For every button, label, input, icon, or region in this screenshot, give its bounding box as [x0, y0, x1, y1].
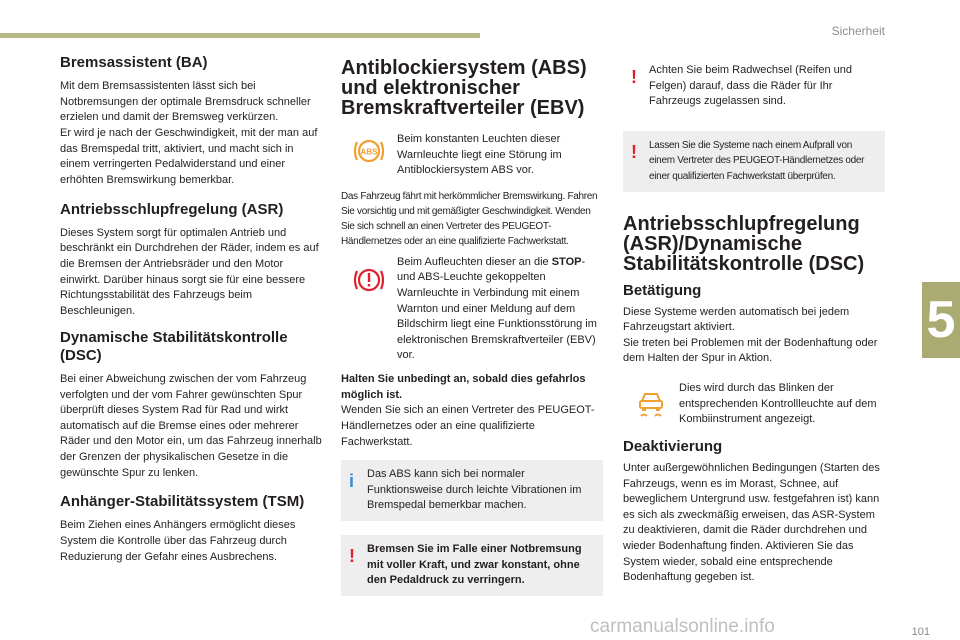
heading-abs: Antiblockiersystem (ABS) und elektronischer Bremskraftverteiler (EBV) — [341, 57, 587, 119]
dsc-indicator-row — [623, 381, 885, 428]
dsc-indicator-text: Dies wird durch das Blinken der entsprechenden Kontrollleuchte auf dem Kombiinstrument angezeigt. — [679, 382, 877, 426]
section-title: Sicherheit — [831, 24, 885, 38]
abs-detail-text: Das Fahrzeug fährt mit herkömmlicher Bremswirkung. Fahren Sie vorsichtig und mit gemäßigter Geschwindigkeit. Wenden Sie sich schnell an einen Vertreter des PEUGEOT-Händlernetzes oder an eine qualifizierte Fachwerkstatt. — [341, 190, 598, 247]
dsc-text: Bei einer Abweichung zwischen der vom Fahrzeug verfolgten und der vom Fahrer gewünschten Spur überprüft dieses System Rad für Rad und wirkt automatisch auf die Bremse eines oder mehrerer Räder und den Motor ein, um das Fahrzeug innerhalb der Grenzen der physikalischen Gesetze in die gewünschte Spur zu lenken. — [60, 372, 322, 479]
chapter-tab: 5 — [922, 282, 960, 358]
page-number: 101 — [911, 626, 930, 638]
warning-exclamation-icon: ! — [349, 545, 355, 566]
bet-text-1: Diese Systeme werden automatisch bei jedem Fahrzeugstart aktiviert. — [623, 305, 850, 334]
abs-icon-text: Beim konstanten Leuchten dieser Warnleuchte liegt eine Störung im Antiblockiersystem ABS vor. — [397, 133, 562, 177]
abs-warning-row — [341, 132, 603, 179]
halt-bold: Halten Sie unbedingt an, sobald dies gefahrlos möglich ist. — [341, 373, 586, 401]
heading-dsc: Dynamische Stabilitätskontrolle (DSC) — [60, 329, 288, 364]
heading-asr: Antriebsschlupfregelung (ASR) — [60, 200, 284, 218]
column-middle — [341, 48, 603, 604]
warning-exclamation-icon: ! — [631, 141, 637, 162]
abs-info-note: i Das ABS kann sich bei normaler Funktionsweise durch leichte Vibrationen im Bremspedal bemerkbar machen. — [341, 460, 603, 521]
halt-text: Halten Sie unbedingt an, sobald dies gefahrlos möglich ist. Wenden Sie sich an einen Vertreter des PEUGEOT-Händlernetzes oder an eine qualifizierte Fachwerkstatt. — [341, 373, 595, 448]
abs-icon-label: ABS — [360, 147, 378, 157]
asr-text: Dieses System sorgt für optimalen Antrieb und beschränkt ein Durchdrehen der Räder, indem es auf die Bremsen der Antriebsräder und den Motor einwirkt. Darüber hinaus sorgt sie für eine bessere Richtungsstabilität des Fahrzeugs beim Beschleunigen. — [60, 226, 319, 317]
bet-text-2: Sie treten bei Problemen mit der Bodenhaftung oder dem Halten der Spur in Aktion. — [623, 336, 878, 365]
heading-betaetigung: Betätigung — [623, 281, 702, 299]
heading-ba: Bremsassistent (BA) — [60, 54, 208, 71]
brake-warning-icon — [341, 255, 397, 295]
tsm-text: Beim Ziehen eines Anhängers ermöglicht dieses System die Kontrolle über das Fahrzeug durch Reduzierung der Gefahr eines Ausbrechens. — [60, 519, 296, 563]
collision-check-note: ! Lassen Sie die Systeme nach einem Aufprall von einem Vertreter des PEUGEOT-Händlernetzes oder einer qualifizierten Fachwerkstatt überprüfen. — [623, 131, 885, 192]
column-left — [60, 48, 322, 571]
ba-text-2: Er wird je nach der Geschwindigkeit, mit der man auf das Bremspedal tritt, aktiviert, und macht sich in einem verringerten Pedalwiderstand und einer erhöhten Bremswirkung bemerkbar. — [60, 127, 318, 186]
info-icon: i — [349, 471, 355, 492]
header-accent-bar — [0, 33, 480, 38]
heading-asr-dsc: Antriebsschlupfregelung (ASR)/Dynamische Stabilitätskontrolle (DSC) — [623, 212, 865, 275]
deak-text: Unter außergewöhnlichen Bedingungen (Starten des Fahrzeugs, wenn es im Morast, Schnee, auf beweglichem Untergrund usw. festgefahren ist) kann es sich als zweckmäßig erweisen, das ASR-System zu deaktivieren, damit die Räder durchdrehen und wieder Bodenhaftung finden. Aktivieren Sie das System wieder, sobald eine entsprechende Bodenhaftung gegeben ist. — [623, 461, 880, 584]
heading-deaktivierung: Deaktivierung — [623, 437, 723, 455]
stop-word: STOP — [551, 255, 582, 268]
stop-warning-row — [341, 255, 603, 364]
wheel-change-note: ! Achten Sie beim Radwechsel (Reifen und Felgen) darauf, dass die Räder für Ihr Fahrzeugs zugelassen sind. — [623, 56, 885, 117]
warning-exclamation-icon: ! — [631, 67, 637, 87]
ba-text-1: Mit dem Bremsassistenten lässt sich bei Notbremsungen der optimale Bremsdruck schneller erzielen und damit der Bremsweg verkürzen. — [60, 80, 311, 124]
stop-warning-text: Beim Aufleuchten dieser an die STOP- und ABS-Leuchte gekoppelten Warnleuchte in Verbindung mit einem Warnton und einer Meldung auf dem Bildschirm liegt eine Funktionsstörung im elektronischen Bremskraftverteiler (EBV) vor. — [397, 255, 597, 362]
emergency-brake-note: ! Bremsen Sie im Falle einer Notbremsung mit voller Kraft, und zwar konstant, ohne den Pedaldruck zu verringern. — [341, 535, 603, 596]
stability-control-icon — [623, 381, 679, 419]
column-right — [623, 56, 885, 592]
watermark: carmanualsonline.info — [590, 616, 775, 637]
abs-warning-icon — [341, 132, 397, 166]
heading-tsm: Anhänger-Stabilitätssystem (TSM) — [60, 493, 305, 511]
